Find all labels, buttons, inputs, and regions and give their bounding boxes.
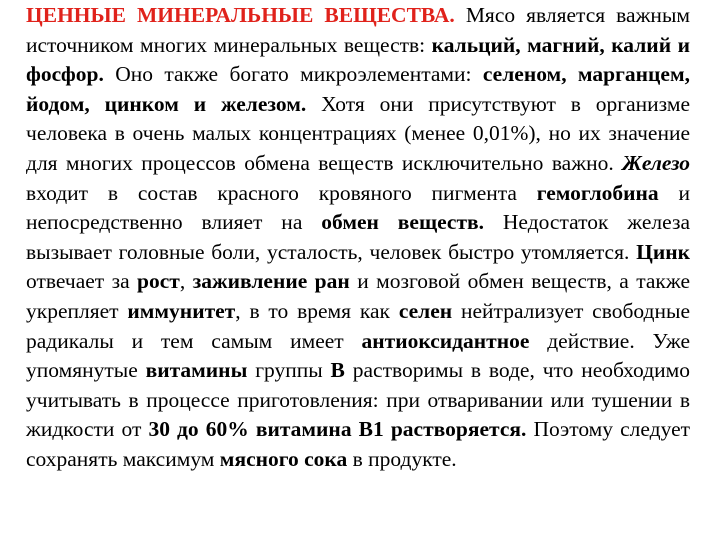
text-segment: группы — [247, 358, 331, 383]
text-segment: входит в состав красного кровяного пигмента — [26, 180, 537, 205]
text-segment-bold: В — [330, 358, 345, 383]
section-title: ЦЕННЫЕ МИНЕРАЛЬНЫЕ ВЕЩЕСТВА. — [26, 3, 455, 27]
text-segment-bold: гемоглобина — [536, 180, 659, 205]
text-segment-bold: 30 до 60% витамина В1 растворяется. — [148, 417, 527, 442]
text-segment: и мозговой обмен веществ, а также укрепляет — [26, 269, 690, 323]
text-segment-bold-italic: Железо — [622, 150, 690, 175]
text-segment: , в то время как — [235, 298, 399, 323]
text-segment: растворимы в воде, что необходимо учитывать в процессе приготовления: при отваривании или тушении в жидкости от — [26, 358, 690, 442]
text-segment-bold: мясного сока — [219, 446, 348, 471]
text-segment: в продукте. — [347, 446, 457, 471]
text-segment-bold: антиоксидантное — [361, 328, 530, 353]
text-segment: Оно также богато микроэлементами: — [103, 62, 483, 87]
text-segment-bold: витамины — [145, 358, 248, 383]
text-segment: нейтрализует свободные радикалы и тем самым имеет — [26, 298, 690, 353]
text-segment-bold: заживление ран — [192, 269, 350, 294]
body-paragraph — [26, 1, 690, 475]
text-segment-bold: рост — [137, 269, 180, 294]
text-segment: Поэтому следует сохранять максимум — [26, 417, 691, 471]
text-segment: отвечает за — [26, 269, 138, 294]
text-segment-bold: селеном, марганцем, йодом, цинком и железом. — [26, 62, 690, 116]
text-segment-bold: кальций, магний, калий и фосфор. — [26, 32, 690, 87]
text-segment-bold: иммунитет — [127, 298, 236, 323]
text-segment: Мясо является важным источником многих минеральных веществ: — [26, 3, 690, 57]
text-segment: и непосредственно влияет на — [26, 180, 690, 235]
text-segment-bold: Цинк — [636, 239, 690, 264]
text-segment: Недостаток железа вызывает головные боли, усталость, человек быстро утомляется. — [26, 210, 690, 264]
text-segment-bold: обмен веществ. — [321, 210, 485, 235]
text-segment: , — [179, 269, 193, 294]
text-segment: действие. Уже упомянутые — [26, 328, 690, 383]
text-segment-bold: селен — [398, 298, 453, 323]
text-segment: Хотя они присутствуют в организме человека в очень малых концентрациях (менее 0,01%), но их значение для многих процессов обмена веществ исключительно важно. — [26, 91, 690, 175]
